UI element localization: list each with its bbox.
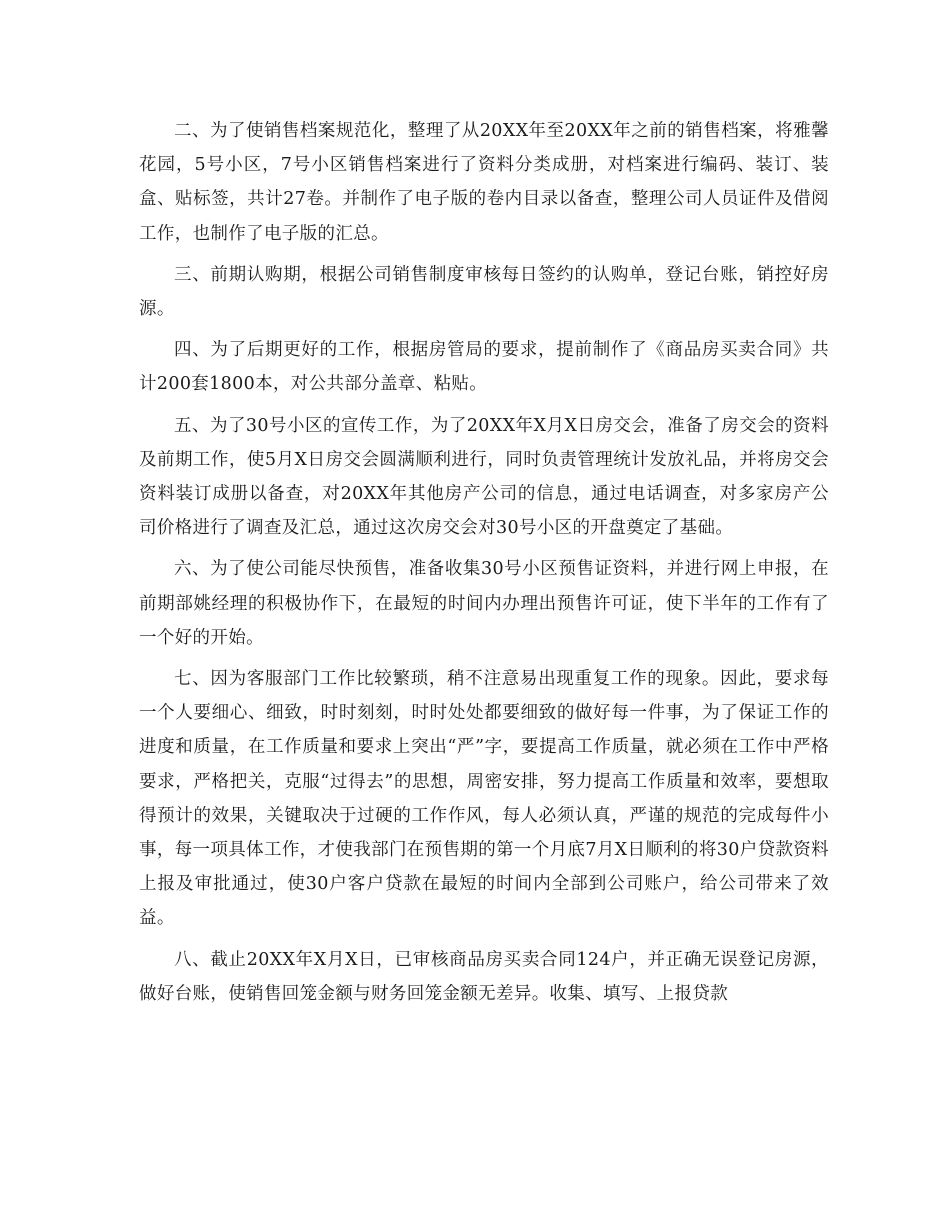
paragraph-2: 二、为了使销售档案规范化，整理了从20XX年至20XX年之前的销售档案，将雅馨花园，5号小区，7号小区销售档案进行了资料分类成册，对档案进行编码、装订、装盒、贴标签，共计27卷。并制作了电子版的卷内目录以备查，整理公司人员证件及借阅工作，也制作了电子版的汇总。 bbox=[139, 121, 829, 244]
paragraph-5: 五、为了30号小区的宣传工作，为了20XX年X月X日房交会，准备了房交会的资料及前期工作，使5月X日房交会圆满顺利进行，同时负责管理统计发放礼品，并将房交会资料装订成册以备查，对20XX年其他房产公司的信息，通过电话调查，对多家房产公司价格进行了调查及汇总，通过这次房交会对30号小区的开盘奠定了基础。 bbox=[139, 415, 829, 539]
paragraph-8: 八、截止20XX年X月X日，已审核商品房买卖合同124户，并正确无误登记房源，做好台账，使销售回笼金额与财务回笼金额无差异。收集、填写、上报贷款 bbox=[139, 949, 829, 1004]
paragraph-4: 四、为了后期更好的工作，根据房管局的要求，提前制作了《商品房买卖合同》共计200套1800本，对公共部分盖章、粘贴。 bbox=[139, 340, 829, 395]
paragraph-7: 七、因为客服部门工作比较繁琐，稍不注意易出现重复工作的现象。因此，要求每一个人要细心、细致，时时刻刻，时时处处都要细致的做好每一件事，为了保证工作的进度和质量，在工作质量和要求上突出“严”字，要提高工作质量，就必须在工作中严格要求，严格把关，克服“过得去”的思想，周密安排，努力提高工作质量和效率，要想取得预计的效果，关键取决于过硬的工作作风，每人必须认真，严谨的规范的完成每件小事，每一项具体工作，才使我部门在预售期的第一个月底7月X日顺利的将30户贷款资料上报及审批通过，使30户客户贷款在最短的时间内全部到公司账户，给公司带来了效益。 bbox=[139, 669, 829, 929]
paragraph-3: 三、前期认购期，根据公司销售制度审核每日签约的认购单，登记台账，销控好房源。 bbox=[139, 264, 829, 320]
paragraph-6: 六、为了使公司能尽快预售，准备收集30号小区预售证资料，并进行网上申报，在前期部姚经理的积极协作下，在最短的时间内办理出预售许可证，使下半年的工作有了一个好的开始。 bbox=[139, 559, 829, 648]
document-body bbox=[139, 114, 829, 1018]
